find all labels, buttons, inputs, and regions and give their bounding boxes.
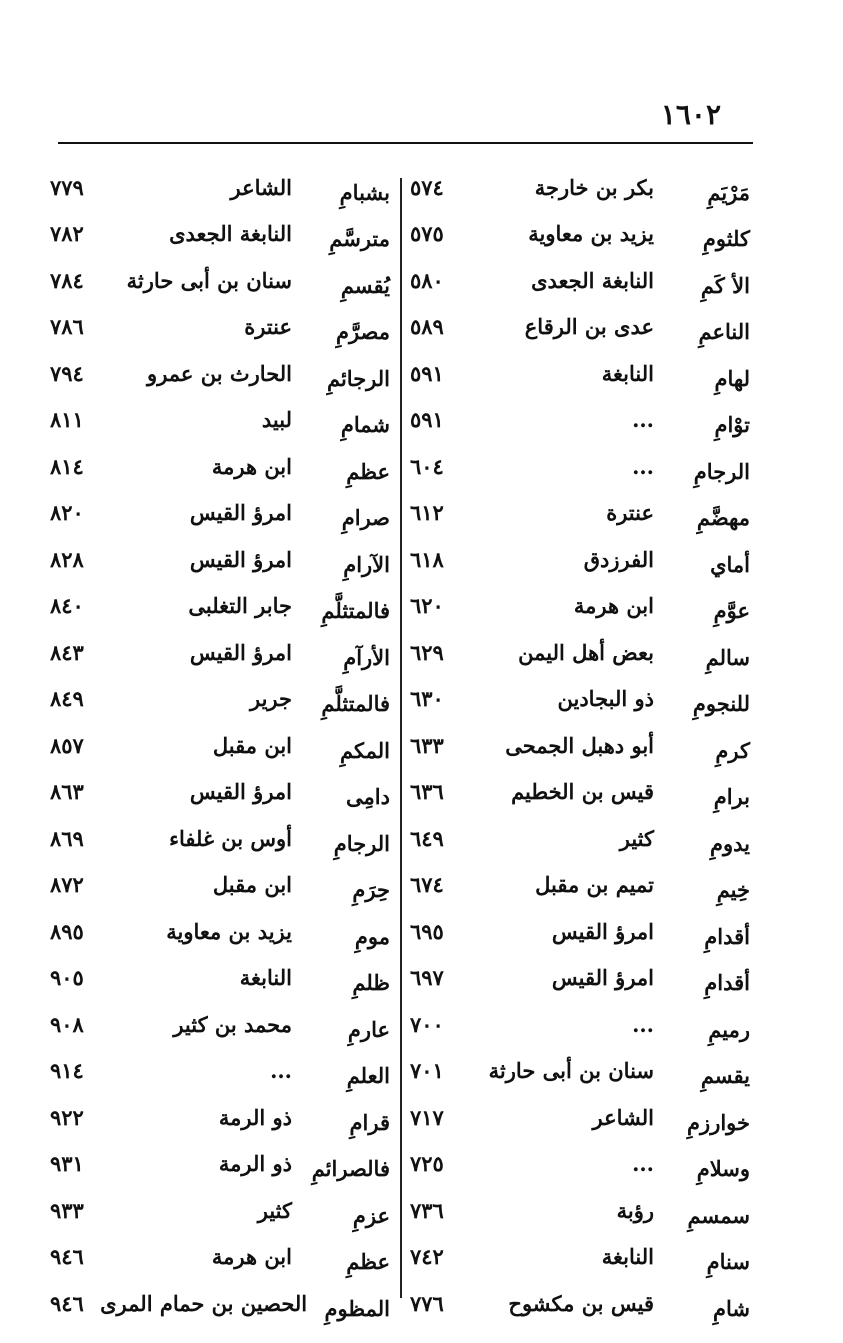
rhyme-word: كلثومِ	[702, 226, 750, 252]
rhyme-word: برامِ	[713, 784, 750, 810]
rhyme-word: ظلمِ	[352, 970, 390, 996]
page-reference: ٦٣٦	[410, 779, 444, 805]
poet-name: ذو البجادين	[557, 686, 654, 712]
page-reference: ٨١١	[50, 407, 84, 433]
poet-name: أبو دهبل الجمحى	[505, 732, 654, 758]
poet-name: ذو الرمة	[218, 1104, 292, 1130]
rhyme-word: لهامِ	[714, 365, 750, 391]
poet-name: يزيد بن معاوية	[166, 918, 292, 944]
poet-name: عنترة	[244, 314, 292, 340]
page-reference: ٧٠٠	[410, 1011, 444, 1037]
rhyme-word: شامِ	[713, 1295, 750, 1321]
page-reference: ٧٧٦	[410, 1290, 444, 1316]
index-entry	[50, 1234, 390, 1281]
poet-name: النابغة	[601, 1244, 654, 1270]
page-reference: ٦١٨	[410, 546, 444, 572]
poet-name: يزيد بن معاوية	[528, 221, 654, 247]
left-column	[50, 164, 390, 1327]
poet-name: امرؤ القيس	[551, 965, 654, 991]
index-entry	[50, 862, 390, 909]
rhyme-word: عظمِ	[346, 1249, 390, 1275]
page-reference: ٧١٧	[410, 1104, 444, 1130]
poet-name: كثير	[619, 825, 654, 851]
poet-name: امرؤ القيس	[189, 779, 292, 805]
index-entry	[410, 164, 750, 211]
index-entry	[50, 722, 390, 769]
poet-name: رؤبة	[616, 1197, 654, 1223]
rhyme-word: المظومِ	[324, 1295, 390, 1321]
page-reference: ٨٩٥	[50, 918, 84, 944]
rhyme-word: أقدامِ	[704, 923, 750, 949]
page-reference: ٥٧٥	[410, 221, 444, 247]
page-reference: ٥٩١	[410, 360, 444, 386]
poet-name: تميم بن مقبل	[535, 872, 654, 898]
poet-name: جابر التغلبى	[188, 593, 292, 619]
rhyme-word: فالمتثلَّمِ	[321, 598, 390, 624]
page-reference: ٦٢٩	[410, 639, 444, 665]
page-reference: ٦١٢	[410, 500, 444, 526]
index-entry	[410, 1141, 750, 1188]
rhyme-word: مومِ	[354, 923, 390, 949]
index-entry	[50, 676, 390, 723]
right-column	[410, 164, 750, 1327]
index-entry	[410, 629, 750, 676]
page-reference: ٩٣٣	[50, 1197, 84, 1223]
poet-name: عدى بن الرقاع	[524, 314, 654, 340]
page-reference: ٦٣٠	[410, 686, 444, 712]
index-entry	[410, 490, 750, 537]
page-reference: ٦٩٧	[410, 965, 444, 991]
page-reference: ٧٨٦	[50, 314, 84, 340]
index-entry	[410, 211, 750, 258]
index-entry	[50, 908, 390, 955]
index-entry	[50, 536, 390, 583]
rhyme-word: قرامِ	[349, 1109, 390, 1135]
page-reference: ٨٤٠	[50, 593, 84, 619]
poet-name: النابغة الجعدى	[169, 221, 292, 247]
poet-name: لبيد	[261, 407, 292, 433]
page-reference: ٧٢٥	[410, 1151, 444, 1177]
rhyme-word: فالصرائمِ	[311, 1156, 390, 1182]
poet-name: الشاعر	[230, 174, 292, 200]
poet-name: ابن مقبل	[212, 872, 292, 898]
index-entry	[410, 862, 750, 909]
index-entry	[410, 1001, 750, 1048]
index-entry	[410, 350, 750, 397]
page-reference: ٩٣١	[50, 1151, 84, 1177]
index-entry	[410, 676, 750, 723]
rhyme-word: عوَّمِ	[713, 598, 750, 624]
header-rule	[58, 142, 753, 144]
rhyme-word: المكمِ	[340, 737, 390, 763]
page-reference: ٨٢٨	[50, 546, 84, 572]
rhyme-word: للنجومِ	[692, 691, 750, 717]
poet-name: امرؤ القيس	[551, 918, 654, 944]
rhyme-word: الرجامِ	[333, 830, 390, 856]
page-reference: ٨٤٣	[50, 639, 84, 665]
poet-name: سنان بن أبى حارثة	[126, 267, 292, 293]
page-reference: ٥٧٤	[410, 174, 444, 200]
poet-name: امرؤ القيس	[189, 639, 292, 665]
index-entry	[410, 1234, 750, 1281]
page-reference: ٩٠٥	[50, 965, 84, 991]
page-reference: ٩٤٦	[50, 1244, 84, 1270]
poet-name: أوس بن غلفاء	[169, 825, 292, 851]
rhyme-word: وسلامِ	[696, 1156, 750, 1182]
page-reference: ٦٤٩	[410, 825, 444, 851]
page-reference: ٩٠٨	[50, 1011, 84, 1037]
poet-name: ...	[632, 407, 654, 433]
index-entry	[410, 815, 750, 862]
page-reference: ٧٣٦	[410, 1197, 444, 1223]
poet-name: الشاعر	[592, 1104, 654, 1130]
index-entry	[50, 490, 390, 537]
poet-name: ...	[270, 1058, 292, 1084]
rhyme-word: الرجامِ	[693, 458, 750, 484]
poet-name: النابغة	[239, 965, 292, 991]
rhyme-word: أقدامِ	[704, 970, 750, 996]
poet-name: جرير	[250, 686, 292, 712]
page-reference: ٥٩١	[410, 407, 444, 433]
poet-name: امرؤ القيس	[189, 500, 292, 526]
page-reference: ٧٩٤	[50, 360, 84, 386]
index-entry	[410, 304, 750, 351]
rhyme-word: الأرآمِ	[343, 644, 390, 670]
rhyme-word: الرجائمِ	[326, 365, 390, 391]
page-reference: ٨٥٧	[50, 732, 84, 758]
page-reference: ٦٩٥	[410, 918, 444, 944]
index-entry	[410, 583, 750, 630]
rhyme-word: مهضَّمِ	[696, 505, 750, 531]
rhyme-word: مصرَّمِ	[335, 319, 390, 345]
index-entry	[410, 1187, 750, 1234]
page-reference: ٧٤٢	[410, 1244, 444, 1270]
index-entry	[50, 1280, 390, 1327]
poet-name: الحارث بن عمرو	[147, 360, 292, 386]
index-entry	[50, 583, 390, 630]
rhyme-word: أماي	[710, 551, 750, 577]
poet-name: قيس بن الخطيم	[511, 779, 654, 805]
poet-name: بكر بن خارجة	[534, 174, 654, 200]
rhyme-word: مَرْيَمِ	[707, 179, 750, 205]
index-entry	[410, 769, 750, 816]
page-reference: ٦٧٤	[410, 872, 444, 898]
rhyme-word: سالمِ	[705, 644, 750, 670]
poet-name: امرؤ القيس	[189, 546, 292, 572]
rhyme-word: دامِى	[346, 784, 390, 810]
rhyme-word: صرامِ	[341, 505, 390, 531]
poet-name: قيس بن مكشوح	[508, 1290, 654, 1316]
page-reference: ٧٨٤	[50, 267, 84, 293]
page-reference: ٨٦٣	[50, 779, 84, 805]
rhyme-word: يُقسمِ	[340, 272, 390, 298]
rhyme-word: الناعمِ	[698, 319, 750, 345]
poet-name: ابن هرمة	[211, 453, 292, 479]
rhyme-word: توْامِ	[714, 412, 750, 438]
index-entry	[50, 397, 390, 444]
index-entry	[50, 1094, 390, 1141]
poet-name: كثير	[257, 1197, 292, 1223]
index-entry	[410, 257, 750, 304]
rhyme-word: الأ كَمِ	[700, 272, 750, 298]
rhyme-word: فالمتثلَّمِ	[321, 691, 390, 717]
index-entry	[50, 1001, 390, 1048]
page-reference: ٥٨٩	[410, 314, 444, 340]
page-reference: ٨٢٠	[50, 500, 84, 526]
poet-name: ...	[632, 453, 654, 479]
rhyme-word: العلمِ	[346, 1063, 390, 1089]
rhyme-word: خِيمِ	[716, 877, 750, 903]
page-reference: ٨٧٢	[50, 872, 84, 898]
index-entry	[50, 443, 390, 490]
rhyme-word: عزمِ	[352, 1202, 390, 1228]
poet-name: النابغة الجعدى	[531, 267, 654, 293]
rhyme-word: الآرامِ	[343, 551, 390, 577]
poet-name: عنترة	[606, 500, 654, 526]
index-entry	[50, 1048, 390, 1095]
rhyme-word: عظمِ	[346, 458, 390, 484]
index-entry	[410, 443, 750, 490]
page-reference: ٥٨٠	[410, 267, 444, 293]
page-reference: ٨٤٩	[50, 686, 84, 712]
rhyme-word: كرمِ	[715, 737, 750, 763]
poet-name: ذو الرمة	[218, 1151, 292, 1177]
page-reference: ٩١٤	[50, 1058, 84, 1084]
page-reference: ٦٢٠	[410, 593, 444, 619]
poet-name: سنان بن أبى حارثة	[488, 1058, 654, 1084]
poet-name: ابن هرمة	[573, 593, 654, 619]
page-number: ١٦٠٢	[660, 98, 721, 131]
index-entry	[50, 304, 390, 351]
page-reference: ٩٢٢	[50, 1104, 84, 1130]
poet-name: بعض أهل اليمن	[518, 639, 654, 665]
rhyme-word: سمسمِ	[687, 1202, 750, 1228]
page-reference: ٩٤٦	[50, 1290, 84, 1316]
index-entry	[50, 629, 390, 676]
page-reference: ٨٦٩	[50, 825, 84, 851]
rhyme-word: بشبامِ	[339, 179, 390, 205]
poet-name: ...	[632, 1151, 654, 1177]
index-entry	[410, 536, 750, 583]
rhyme-word: رميمِ	[708, 1016, 750, 1042]
index-entry	[410, 1048, 750, 1095]
index-entry	[410, 722, 750, 769]
index-entry	[50, 257, 390, 304]
page-reference: ٦٣٣	[410, 732, 444, 758]
index-entry	[50, 1187, 390, 1234]
index-entry	[410, 908, 750, 955]
index-entry	[410, 1094, 750, 1141]
rhyme-word: يقسمِ	[700, 1063, 750, 1089]
index-entry	[50, 815, 390, 862]
index-entry	[50, 164, 390, 211]
rhyme-word: يدومِ	[709, 830, 750, 856]
rhyme-word: مترسَّمِ	[329, 226, 390, 252]
poet-name: الحصين بن حمام المرى	[100, 1290, 308, 1316]
poet-name: ابن هرمة	[211, 1244, 292, 1270]
page-reference: ٨١٤	[50, 453, 84, 479]
page-reference: ٦٠٤	[410, 453, 444, 479]
poet-name: محمد بن كثير	[173, 1011, 292, 1037]
column-divider	[400, 178, 402, 1298]
index-entry	[50, 350, 390, 397]
rhyme-word: شمامِ	[340, 412, 390, 438]
page-reference: ٧٨٢	[50, 221, 84, 247]
page-reference: ٧٠١	[410, 1058, 444, 1084]
poet-name: النابغة	[601, 360, 654, 386]
rhyme-word: خوارزمِ	[687, 1109, 750, 1135]
poet-name: ابن مقبل	[212, 732, 292, 758]
index-entry	[410, 397, 750, 444]
poet-name: الفرزدق	[583, 546, 654, 572]
page-reference: ٧٧٩	[50, 174, 84, 200]
index-entry	[50, 211, 390, 258]
rhyme-word: سنامِ	[706, 1249, 750, 1275]
index-entry	[50, 1141, 390, 1188]
rhyme-word: حِرَمِ	[352, 877, 390, 903]
index-entry	[410, 1280, 750, 1327]
index-entry	[50, 769, 390, 816]
rhyme-word: عارمِ	[347, 1016, 390, 1042]
index-entry	[410, 955, 750, 1002]
index-entry	[50, 955, 390, 1002]
poet-name: ...	[632, 1011, 654, 1037]
